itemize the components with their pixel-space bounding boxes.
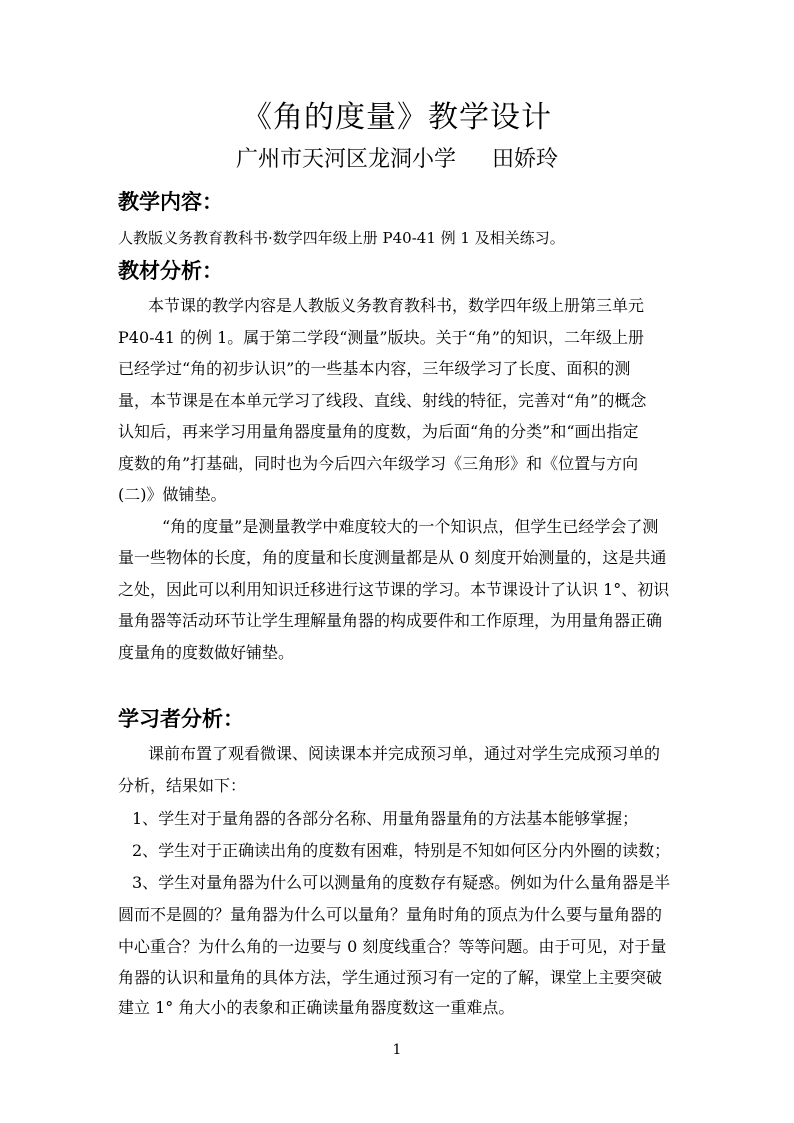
school-name: 广州市天河区龙洞小学 (235, 147, 456, 172)
document-title: 《角的度量》教学设计 (242, 100, 552, 135)
paragraph-line: (二)》做铺垫。 (118, 485, 227, 504)
paragraph-line: 角器的认识和量角的具体方法，学生通过预习有一定的了解，课堂上主要突破 (118, 968, 663, 987)
paragraph-line: 量角器等活动环节让学生理解量角器的构成要件和工作原理，为用量角器正确 (118, 611, 663, 630)
paragraph-line: P40-41 的例 1。属于第二学段“测量”版块。关于“角”的知识，二年级上册 (118, 328, 644, 347)
paragraph-line: 中心重合？为什么角的一边要与 0 刻度线重合？等等问题。由于可见，对于量 (118, 937, 667, 956)
byline (0, 146, 794, 174)
paragraph-line: 本节课的教学内容是人教版义务教育教科书，数学四年级上册第三单元 (148, 296, 645, 315)
paragraph-line: 度数的角”打基础，同时也为今后四六年级学习《三角形》和《位置与方向 (118, 454, 639, 473)
section-heading-learner-analysis: 学习者分析： (118, 707, 244, 731)
list-item: 3、学生对量角器为什么可以测量角的度数存有疑惑。例如为什么量角器是半 (132, 873, 671, 892)
section-heading-teaching-content: 教学内容： (118, 190, 223, 214)
paragraph-line: 量，本节课是在本单元学习了线段、直线、射线的特征，完善对“角”的概念 (118, 391, 647, 410)
paragraph-line: 度量角的度数做好铺垫。 (118, 643, 295, 662)
paragraph-line: 课前布置了观看微课、阅读课本并完成预习单，通过对学生完成预习单的 (148, 744, 661, 763)
paragraph-line: “角的度量”是测量教学中难度较大的一个知识点，但学生已经学会了测 (162, 517, 659, 536)
paragraph-line: 量一些物体的长度，角的度量和长度测量都是从 0 刻度开始测量的，这是共通 (118, 548, 667, 567)
author-name: 田娇玲 (492, 147, 559, 172)
paragraph-line: 圆而不是圆的？量角器为什么可以量角？量角时角的顶点为什么要与量角器的 (118, 905, 663, 924)
paragraph-line: 分析，结果如下： (118, 776, 247, 795)
section-heading-material-analysis: 教材分析： (118, 259, 223, 283)
page-number: 1 (392, 1042, 402, 1058)
list-item: 2、学生对于正确读出角的度数有困难，特别是不知如何区分内外圈的读数； (132, 841, 671, 860)
paragraph-line: 之处，因此可以利用知识迁移进行这节课的学习。本节课设计了认识 1°、初识 (118, 580, 670, 599)
paragraph-line: 认知后，再来学习用量角器度量角的度数，为后面“角的分类”和“画出指定 (118, 422, 639, 441)
paragraph-line: 建立 1° 角大小的表象和正确读量角器度数这一重难点。 (118, 998, 515, 1017)
list-item: 1、学生对于量角器的各部分名称、用量角器量角的方法基本能够掌握； (132, 809, 639, 828)
paragraph-line: 已经学过“角的初步认识”的一些基本内容，三年级学习了长度、面积的测 (118, 359, 631, 378)
paragraph-line: 人教版义务教育教科书·数学四年级上册 P40-41 例 1 及相关练习。 (118, 229, 565, 247)
